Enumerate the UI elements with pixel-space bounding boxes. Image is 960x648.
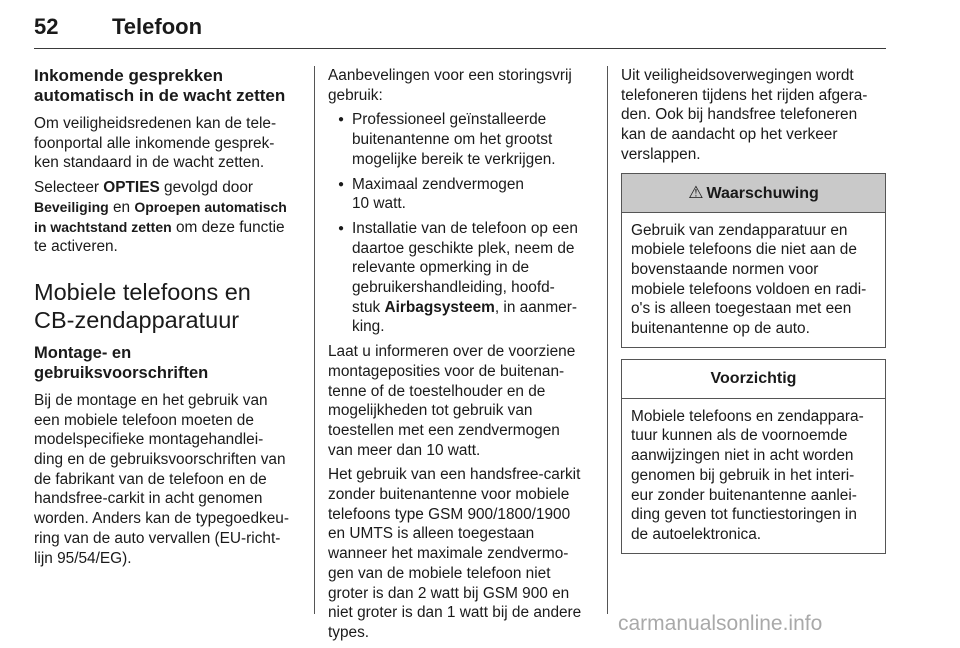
page-header: [34, 8, 886, 49]
caution-box-body: Mobiele telefoons en zendappara- tuur kunnen als de voornoemde aanwijzingen niet in acht worden genomen bij gebruik in het interi- eur zonder buitenantenne aanlei- ding geven tot functiestoringen in de autoelektronica.: [631, 407, 864, 543]
column-divider-1: [314, 66, 315, 614]
section-heading-hold-calls: Inkomende gesprekken automatisch in de wacht zetten: [34, 66, 286, 105]
column-1: [34, 66, 304, 573]
bullet-item-power: ● Maximaal zendvermogen 10 watt.: [328, 175, 596, 214]
caution-box-title: Voorzichtig: [622, 360, 885, 399]
paragraph-hold-instructions: Selecteer OPTIES gevolgd door Beveiliging en Oproepen automatisch in wachtstand zetten om deze functie te activeren.: [34, 179, 287, 256]
warning-box-title: ⚠ Waarschuwing: [622, 174, 885, 213]
column-divider-2: [607, 66, 608, 614]
term-airbagsysteem: Airbagsysteem: [384, 298, 495, 316]
page-title: Telefoon: [112, 14, 203, 39]
menu-term-beveiliging: Beveiliging: [34, 198, 109, 215]
menu-term-opties: OPTIES: [103, 179, 160, 197]
warning-triangle-icon: ⚠: [688, 182, 704, 202]
subsection-heading-montage: Montage- en gebruiksvoorschriften: [34, 343, 209, 382]
warning-box-body: Gebruik van zendapparatuur en mobiele telefoons die niet aan de bovenstaande normen voor mobiele telefoons voldoen en radi- o's is alleen toegestaan met een buitenantenne op de auto.: [631, 221, 867, 338]
warning-box: [621, 173, 886, 348]
column-2: [328, 66, 596, 648]
menu-term-oproepen: Oproepen automatisch: [134, 198, 287, 215]
menu-term-wachtstand: in wachtstand zetten: [34, 218, 172, 235]
chapter-heading-mobile-phones: Mobiele telefoons en CB-zendapparatuur: [34, 278, 251, 333]
paragraph-handsfree-usage: Het gebruik van een handsfree-carkit zonder buitenantenne voor mobiele telefoons type GSM 900/1800/1900 en UMTS is alleen toegestaan wanneer het maximale zendvermo- gen van de mobiele telefoon niet groter is dan 2 watt bij GSM 900 en niet groter is dan 1 watt bij de andere types.: [328, 466, 582, 641]
caution-box: [621, 359, 886, 554]
bullet-item-installation: ● Installatie van de telefoon op een daartoe geschikte plek, neem de relevante opmerking in de gebruikershandleiding, hoofd- stuk Airbagsysteem, in aanmer- king.: [328, 219, 596, 337]
paragraph-safety: Uit veiligheidsoverwegingen wordt telefoneren tijdens het rijden afgera- den. Ook bij handsfree telefoneren kan de aandacht op het verkeer verslappen.: [621, 67, 868, 163]
paragraph-recommendations: Aanbevelingen voor een storingsvrij gebruik:: [328, 67, 572, 104]
paragraph-montage: Bij de montage en het gebruik van een mobiele telefoon moeten de modelspecifieke montagehandlei- ding en de gebruiksvoorschriften van de fabrikant van de telefoon en de handsfree-carkit in acht genomen worden. Anders kan de typegoedkeu- ring van de auto vervallen (EU-richt- lijn 95/54/EG).: [34, 391, 289, 567]
site-watermark: carmanualsonline.info: [618, 612, 823, 635]
column-3: [621, 66, 886, 565]
paragraph-hold-intro: Om veiligheidsredenen kan de tele- foonportal alle inkomende gesprek- ken standaard in de wacht zetten.: [34, 115, 277, 172]
page-number: 52: [34, 14, 59, 39]
paragraph-mounting-positions: Laat u informeren over de voorziene montageposities voor de buitenan- tenne of de toestelhouder en de mogelijkheden tot gebruik van toestellen met een zendvermogen van meer dan 10 watt.: [328, 343, 576, 459]
bullet-item-antenna: ● Professioneel geïnstalleerde buitenantenne om het grootst mogelijke bereik te verkrijgen.: [328, 110, 596, 169]
